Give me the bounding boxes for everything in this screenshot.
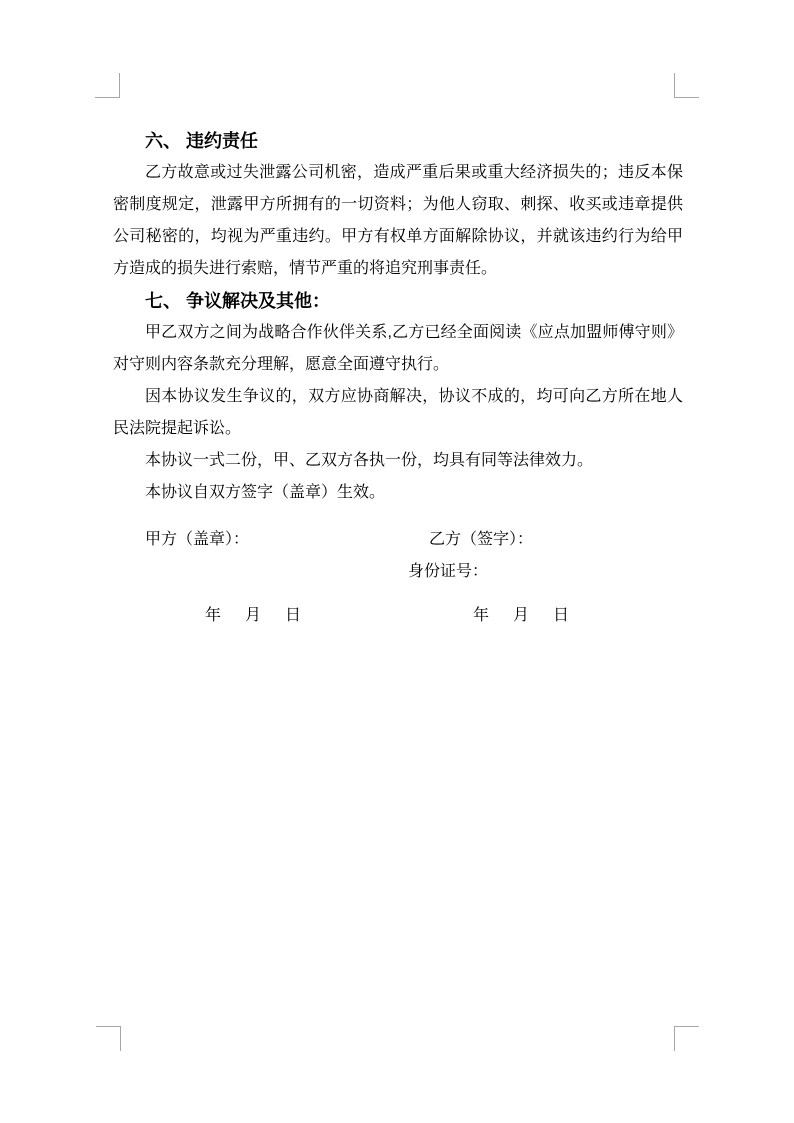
paragraph-partnership-rules: 甲乙双方之间为战略合作伙伴关系,乙方已经全面阅读《应点加盟师傅守则》对守则内容条款充分理解，愿意全面遵守执行。	[113, 324, 683, 373]
party-a-seal-label: 甲方（盖章）：	[145, 531, 250, 548]
party-b-sign-label: 乙方（签字）：	[429, 531, 534, 548]
date-line-party-a: 年 月 日	[205, 607, 306, 624]
id-number-label: 身份证号：	[408, 563, 489, 580]
signature-block	[113, 524, 683, 632]
section-heading-dispute-resolution: 七、 争议解决及其他：	[145, 291, 330, 311]
margin-crop-mark-bottom-left	[96, 1026, 121, 1051]
margin-crop-mark-bottom-right	[674, 1026, 699, 1051]
id-number-row	[113, 556, 683, 588]
date-row	[113, 600, 683, 632]
margin-crop-mark-top-right	[674, 73, 699, 98]
date-line-party-b: 年 月 日	[473, 607, 574, 624]
paragraph-effective-on-signature: 本协议自双方签字（盖章）生效。	[145, 484, 386, 501]
paragraph-duplicate-copies: 本协议一式二份，甲、乙双方各执一份，均具有同等法律效力。	[145, 452, 594, 469]
paragraph-dispute-litigation: 因本协议发生争议的，双方应协商解决，协议不成的，均可向乙方所在地人民法院提起诉讼。	[113, 388, 683, 437]
signature-labels-row	[113, 524, 683, 556]
margin-crop-mark-top-left	[95, 73, 120, 98]
paragraph-breach-liability: 乙方故意或过失泄露公司机密，造成严重后果或重大经济损失的；违反本保密制度规定，泄露甲方所拥有的一切资料；为他人窃取、刺探、收买或违章提供公司秘密的，均视为严重违约。甲方有权单方面解除协议，并就该违约行为给甲方造成的损失进行索赔，情节严重的将追究刑事责任。	[113, 164, 683, 277]
document-content	[113, 125, 683, 632]
section-heading-breach-liability: 六、 违约责任	[145, 131, 259, 151]
